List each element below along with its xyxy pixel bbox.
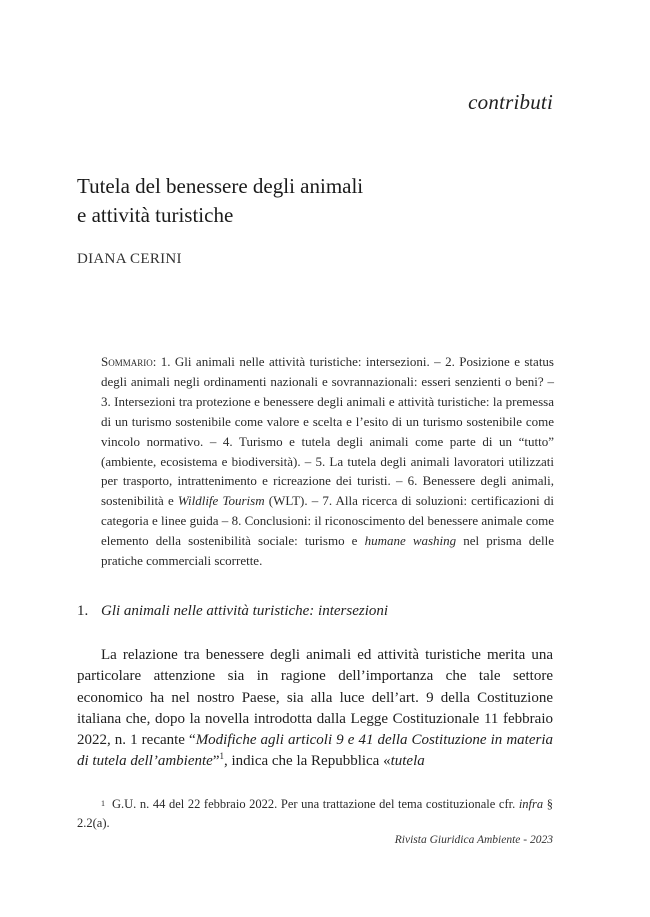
footnote-text: G.U. n. 44 del 22 febbraio 2022. Per una trattazione del tema costituzionale cfr. bbox=[112, 797, 519, 811]
summary-text: (WLT). – 7. Alla ricerca di soluzioni: certificazioni di categoria e linee guida – 8. Conclusioni: il riconoscimento del benessere animale come elemento della sostenibilità sociale: turismo e bbox=[101, 493, 554, 549]
author-name: DIANA CERINI bbox=[77, 251, 182, 267]
summary-text: : 1. Gli animali nelle attività turistiche: intersezioni. – 2. Posizione e status degli animali negli ordinamenti nazionali e sovrannazionali: esseri senzienti o beni? – 3. Intersezioni tra protezione e benessere degli animali e attività turistiche: la premessa di un turismo sostenibile come valore e scelta e l’esito di un turismo sostenibile come vincolo normativo. – 4. Turismo e tutela degli animali come parte di un “tutto” (ambiente, ecosistema e biodiversità). – 5. La tutela degli animali lavoratori utilizzati per trasporto, intrattenimento e ricreazione dei turisti. – 6. Benessere degli animali, sostenibilità e bbox=[101, 354, 554, 509]
journal-footer: Rivista Giuridica Ambiente - 2023 bbox=[394, 834, 553, 846]
footnote-reference[interactable]: 1 bbox=[219, 751, 224, 762]
body-text: , indica che la Repubblica « bbox=[223, 753, 391, 770]
body-text: ” bbox=[212, 753, 220, 770]
summary-label: Sommario bbox=[101, 354, 153, 369]
section-title: Gli animali nelle attività turistiche: intersezioni bbox=[101, 603, 389, 619]
footnote-text: § 2.2(a). bbox=[77, 797, 553, 830]
article-title-line-1: Tutela del benessere degli animali bbox=[77, 174, 364, 198]
article-title-line-2: e attività turistiche bbox=[77, 203, 234, 227]
summary-abstract bbox=[101, 352, 554, 571]
body-italic: tutela bbox=[390, 753, 425, 770]
summary-italic-term: Wildlife Tourism bbox=[177, 493, 265, 509]
body-paragraph bbox=[77, 645, 553, 773]
summary-text: nel prisma delle pratiche commerciali scorrette. bbox=[101, 533, 555, 569]
footnote-italic: infra bbox=[518, 797, 544, 811]
section-heading bbox=[77, 603, 388, 620]
section-number: 1. bbox=[77, 603, 89, 619]
section-tag: contributi bbox=[468, 90, 553, 114]
body-text: La relazione tra benessere degli animali ed attività turistiche merita una particolare attenzione sia in ragione dell’importanza che tale settore economico ha nel nostro Paese, sia alla luce dell’art. 9 della Costituzione italiana che, dopo la novella introdotta dalla Legge Costituzionale 11 febbraio 2022, n. 1 recante “ bbox=[77, 647, 553, 749]
footnote-mark: 1 bbox=[101, 799, 105, 808]
footnote bbox=[77, 795, 553, 832]
summary-italic-term: humane washing bbox=[364, 533, 457, 549]
body-italic: Modifiche agli articoli 9 e 41 della Costituzione in materia di tutela dell’ambiente bbox=[77, 732, 553, 770]
article-title bbox=[77, 172, 547, 230]
